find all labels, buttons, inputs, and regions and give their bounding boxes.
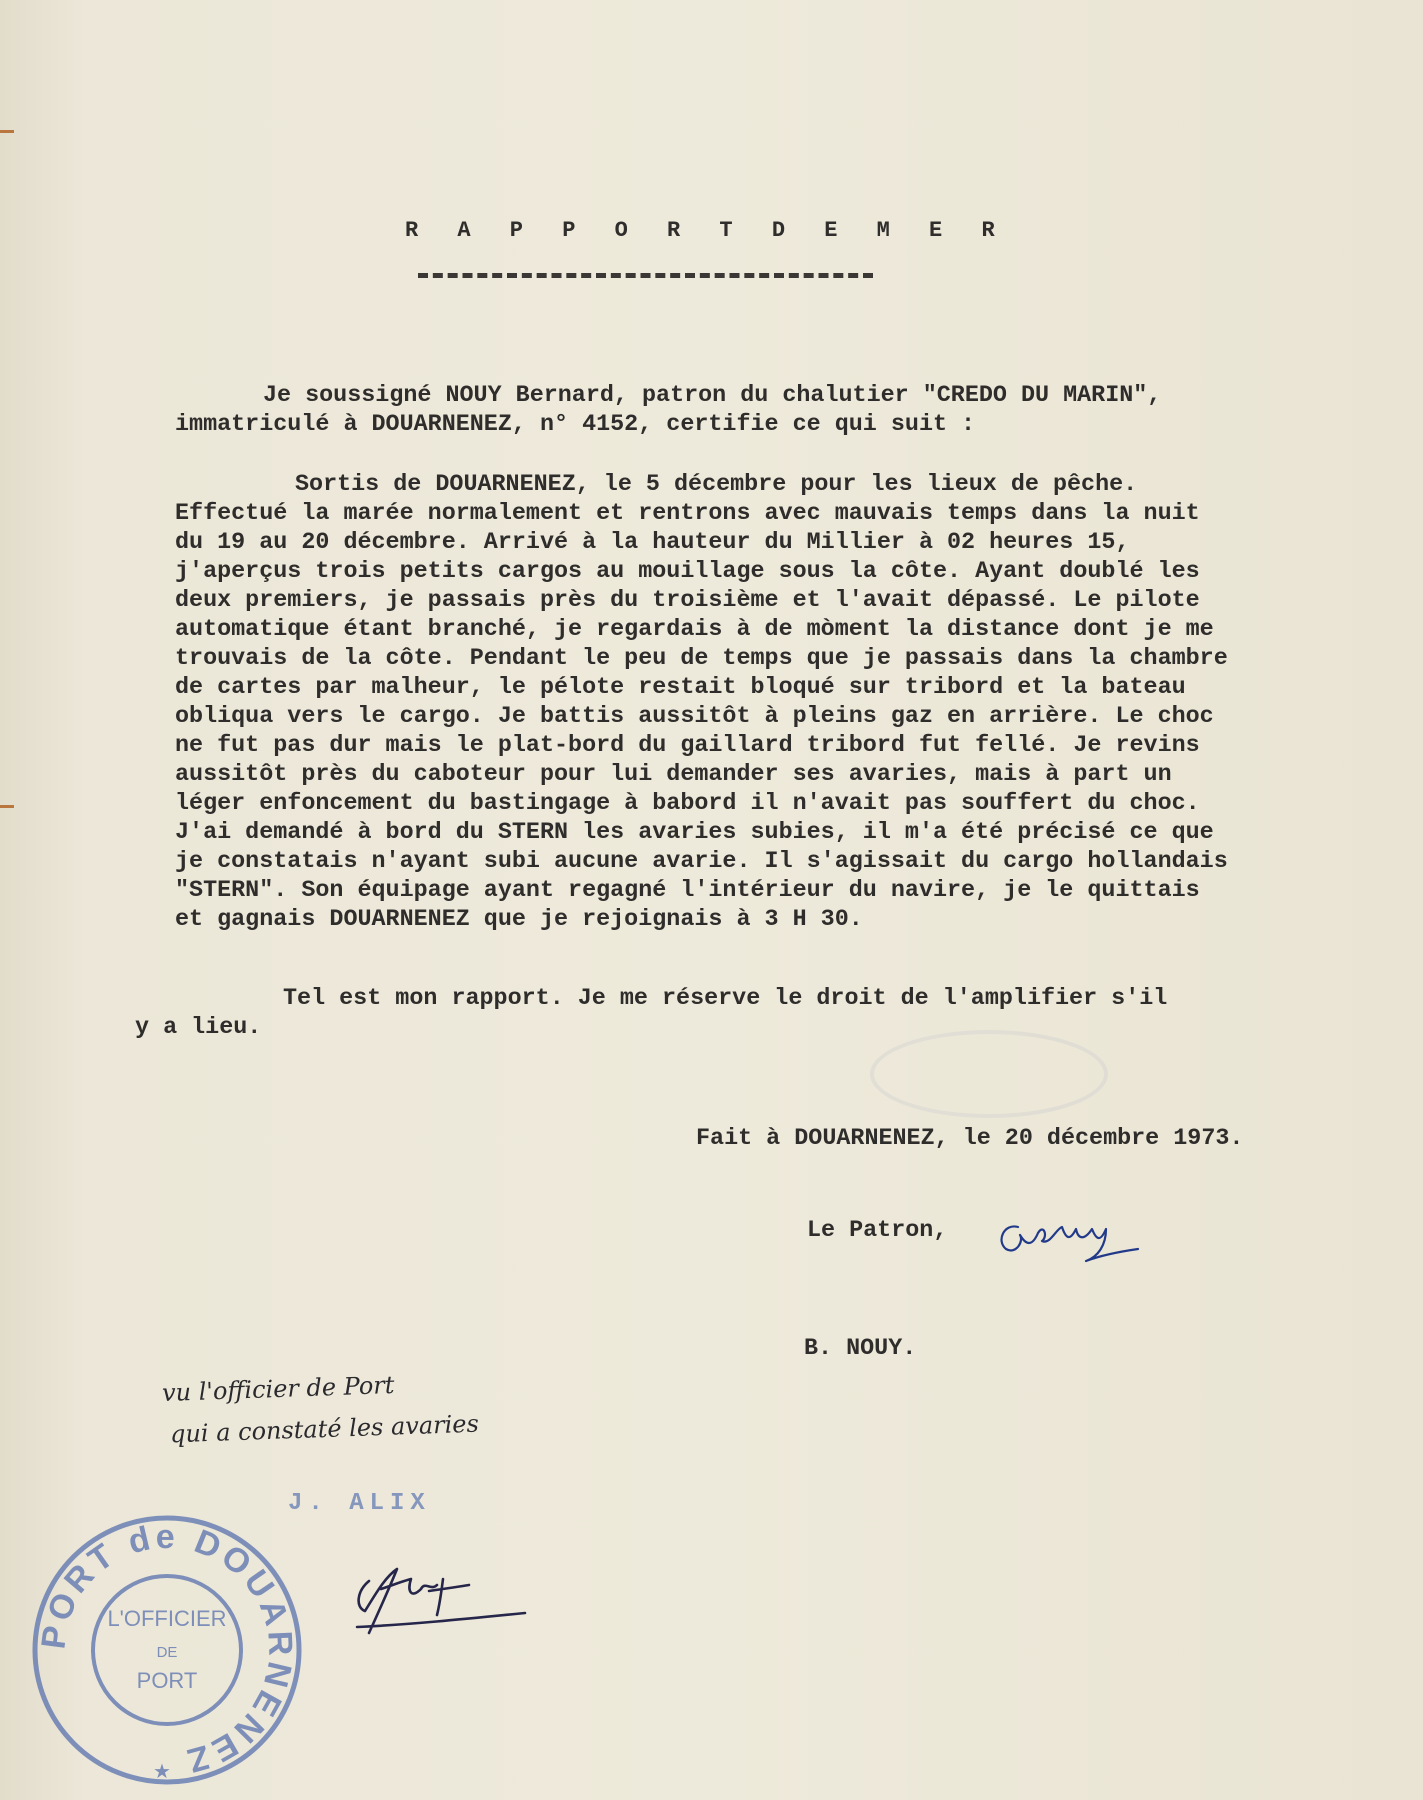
closing-line: Tel est mon rapport. Je me réserve le droit de l'amplifier s'il [283,986,1168,1012]
body-line: léger enfoncement du bastingage à babord il n'avait pas souffert du choc. [175,791,1200,817]
margin-mark [0,130,14,133]
stamp-inner-line: PORT [136,1668,198,1693]
body-line: Sortis de DOUARNENEZ, le 5 décembre pour les lieux de pêche. [295,472,1138,498]
body-line: du 19 au 20 décembre. Arrivé à la hauteur du Millier à 02 heures 15, [175,530,1130,556]
body-line: obliqua vers le cargo. Je battis aussitôt à pleins gaz en arrière. Le choc [175,704,1214,730]
body-line: je constatais n'ayant subi aucune avarie. Il s'agissait du cargo hollandais [175,849,1228,875]
signatory-label: Le Patron, [807,1218,948,1244]
body-line: automatique étant branché, je regardais à de mòment la distance dont je me [175,617,1214,643]
handwritten-note-line: vu l'officier de Port [161,1370,395,1408]
intro-line: Je soussigné NOUY Bernard, patron du chalutier "CREDO DU MARIN", [263,383,1162,409]
body-line: "STERN". Son équipage ayant regagné l'intérieur du navire, je le quittais [175,878,1200,904]
body-line: trouvais de la côte. Pendant le peu de temps que je passais dans la chambre [175,646,1228,672]
officer-signature [345,1555,545,1640]
body-line: J'ai demandé à bord du STERN les avaries subies, il m'a été précisé ce que [175,820,1214,846]
intro-line: immatriculé à DOUARNENEZ, n° 4152, certifie ce qui suit : [175,412,976,438]
place-date: Fait à DOUARNENEZ, le 20 décembre 1973. [696,1126,1244,1152]
patron-signature [990,1205,1150,1275]
stamp-star-icon: ★ [153,1761,171,1783]
body-line: aussitôt près du caboteur pour lui demander ses avaries, mais à part un [175,762,1172,788]
body-line: j'aperçus trois petits cargos au mouillage sous la côte. Ayant doublé les [175,559,1200,585]
body-line: et gagnais DOUARNENEZ que je rejoignais à 3 H 30. [175,907,863,933]
title-underline [418,273,873,278]
body-line: deux premiers, je passais près du troisième et l'avait dépassé. Le pilote [175,588,1200,614]
stamp-inner-line: DE [156,1644,178,1661]
handwritten-note-line: qui a constaté les avaries [169,1409,480,1449]
port-officer-stamp [22,1500,312,1800]
body-line: de cartes par malheur, le pélote restait bloqué sur tribord et la bateau [175,675,1186,701]
faint-stamp-ghost [870,1030,1108,1118]
body-line: Effectué la marée normalement et rentrons avec mauvais temps dans la nuit [175,501,1200,527]
closing-line: y a lieu. [135,1015,262,1041]
stamp-inner-line: L'OFFICIER [107,1606,227,1631]
signatory-name: B. NOUY. [804,1336,917,1362]
officer-name-stamp: J. ALIX [288,1490,431,1517]
report-title: R A P P O R T D E M E R [405,218,1008,243]
margin-mark [0,805,14,808]
body-line: ne fut pas dur mais le plat-bord du gaillard tribord fut fellé. Je revins [175,733,1200,759]
stamp-outer-text: PORT de DOUARNENEZ [34,1517,300,1781]
